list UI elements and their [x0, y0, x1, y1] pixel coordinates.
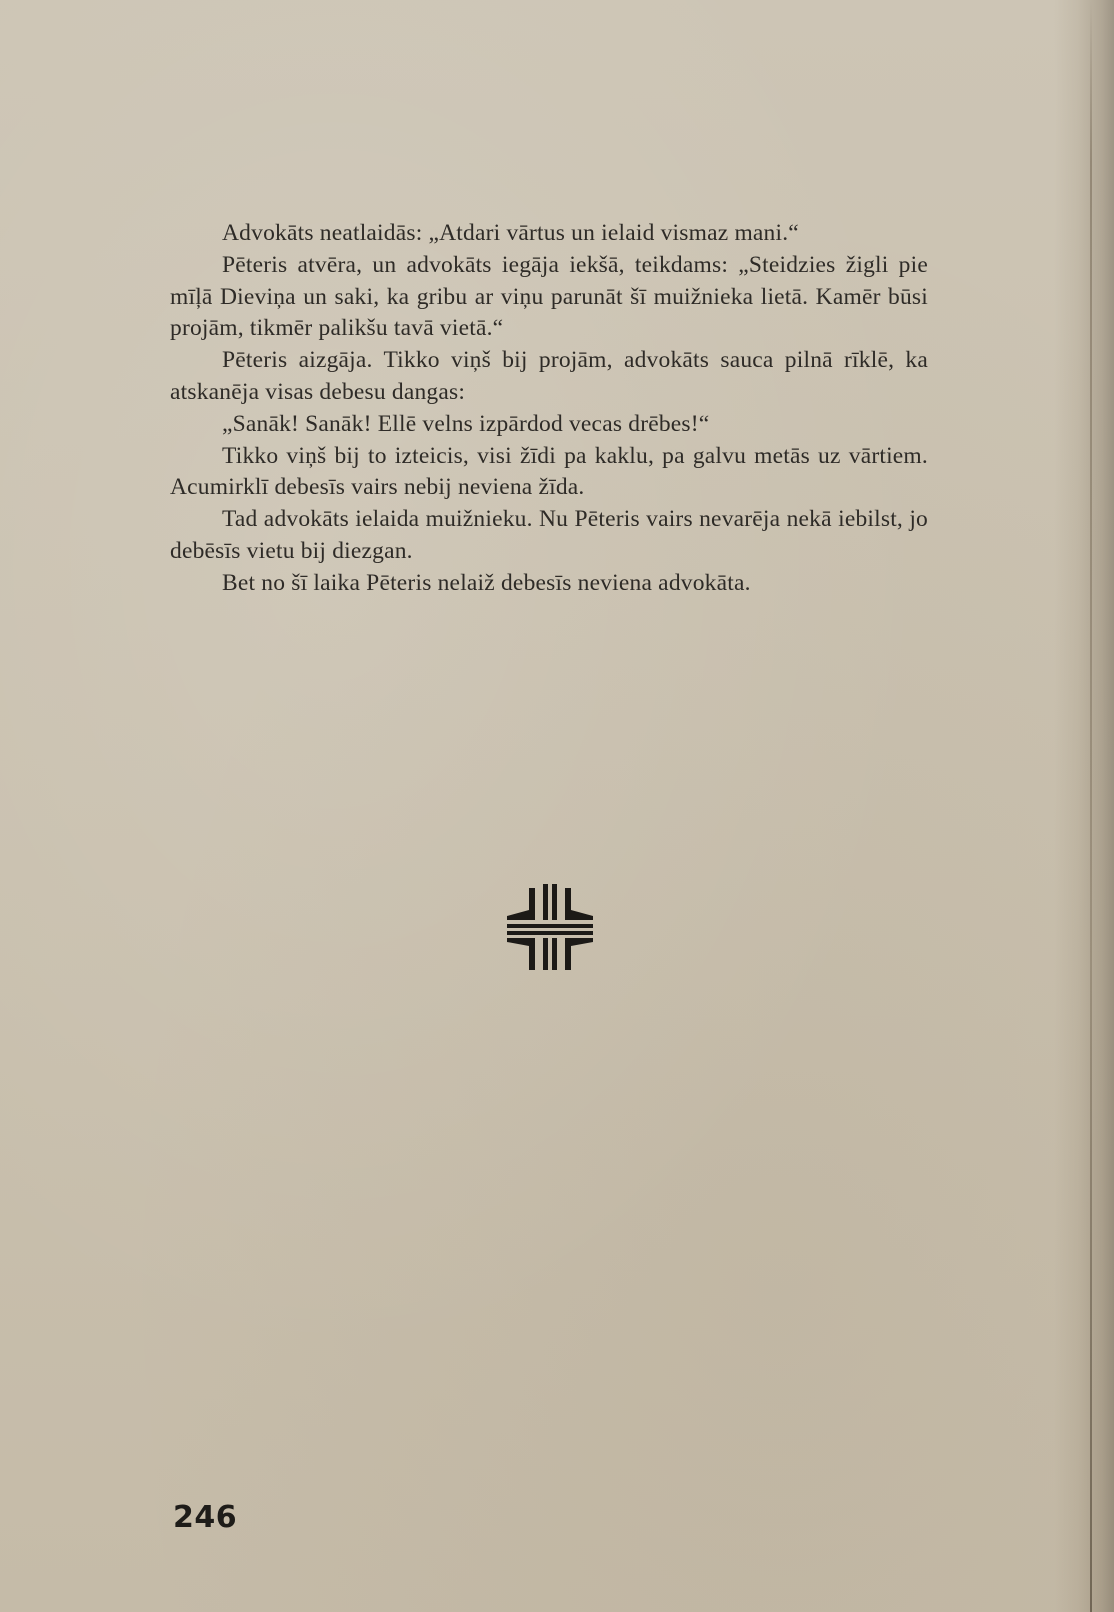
paragraph: „Sanāk! Sanāk! Ellē velns izpārdod vecas drēbes!“ — [222, 410, 710, 437]
paragraph: Pēteris atvēra, un advokāts iegāja iekšā, teikdams: „Steidzies žigli pie mīļā Dieviņa un saki, ka gribu ar viņu parunāt šī muižnieka lietā. Kamēr būsi projām, tikmēr palikšu tavā vietā.“ — [170, 251, 928, 342]
paragraph: Tikko viņš bij to izteicis, visi žīdi pa kaklu, pa galvu metās uz vārtiem. Acumirklī debesīs vairs nebij neviena žīda. — [170, 442, 928, 501]
cross-fleuron-icon — [505, 880, 595, 972]
paragraph: Advokāts neatlaidās: „Atdari vārtus un ielaid vismaz mani.“ — [222, 220, 799, 246]
body-text — [170, 218, 928, 600]
page-edge-line — [1090, 0, 1092, 1612]
page-edge-shadow — [1054, 0, 1114, 1612]
page-number: 246 — [173, 1500, 238, 1535]
paragraph: Tad advokāts ielaida muižnieku. Nu Pēteris vairs nevarēja nekā iebilst, jo debēsīs vietu bij diezgan. — [170, 506, 928, 564]
paragraph: Bet no šī laika Pēteris nelaiž debesīs neviena advokāta. — [222, 569, 751, 596]
paragraph: Pēteris aizgāja. Tikko viņš bij projām, advokāts sauca pilnā rīklē, ka atskanēja visas debesu dangas: — [170, 347, 928, 405]
